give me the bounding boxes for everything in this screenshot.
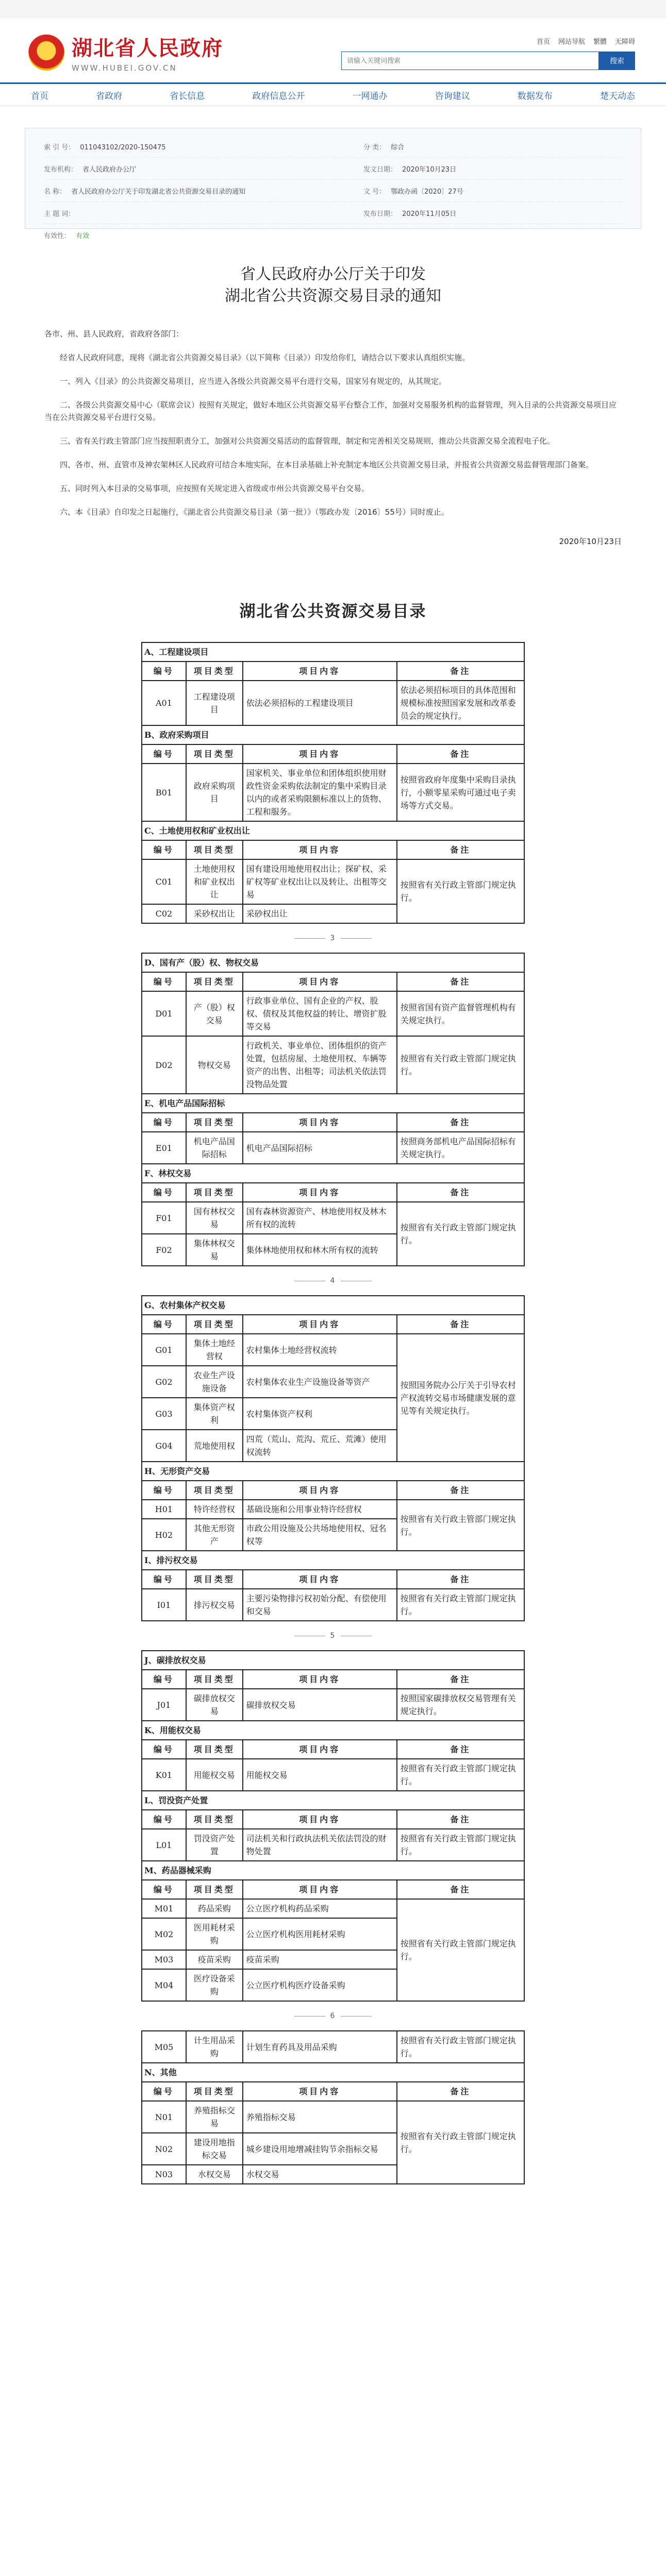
section-title: I、排污权交易 (142, 1551, 524, 1570)
item-type: 产（股）权交易 (186, 991, 243, 1036)
section-row (142, 2063, 524, 2082)
column-header: 项目内容 (243, 1481, 397, 1500)
page-rule (294, 938, 325, 939)
section-row (142, 1551, 524, 1570)
catalog-header-row (142, 1481, 524, 1500)
item-note: 按照省有关行政主管部门规定执行。 (397, 1202, 524, 1266)
item-content: 行政机关、事业单位、团体组织的资产处置，包括房屋、土地使用权、车辆等资产的出售、出租等；司法机关依法罚没物品处置 (243, 1036, 397, 1094)
paragraph: 六、本《目录》自印发之日起施行，《湖北省公共资源交易目录（第一批）》（鄂政办发〔2016〕55号）同时废止。 (60, 507, 449, 517)
column-header: 项目类型 (186, 1183, 243, 1202)
item-note: 按照省有关行政主管部门规定执行。 (397, 1899, 524, 2001)
catalog-row (142, 1334, 524, 1366)
paragraph: 五、同时列入本目录的交易事项，应按照有关规定进入省级或市州公共资源交易平台交易。 (60, 484, 370, 493)
item-content: 公立医疗机构医疗设备采购 (243, 1969, 397, 2001)
catalog-table (141, 2030, 525, 2184)
section-row (142, 1651, 524, 1670)
column-header: 编号 (142, 1670, 186, 1689)
info-value: 011043102/2020-150475 (80, 143, 166, 151)
item-type: 建设用地指标交易 (186, 2133, 243, 2165)
page-rule (341, 938, 372, 939)
item-note: 按照国家碳排放权交易管理有关规定执行。 (397, 1689, 524, 1721)
nav-item-government[interactable]: 省政府 (96, 91, 123, 101)
item-content: 水权交易 (243, 2165, 397, 2184)
item-type: 物权交易 (186, 1036, 243, 1094)
column-header: 备注 (397, 1315, 524, 1334)
page-number-text: 6 (330, 2012, 336, 2020)
item-code: G02 (142, 1366, 186, 1398)
item-note: 按照商务部机电产品国际招标有关规定执行。 (397, 1132, 524, 1164)
column-header: 编号 (142, 1481, 186, 1500)
item-content: 机电产品国际招标 (243, 1132, 397, 1164)
item-note: 按照省国有资产监督管理机构有关规定执行。 (397, 991, 524, 1036)
item-note: 按照省政府年度集中采购目录执行，小额零星采购可通过电子卖场等方式交易。 (397, 764, 524, 821)
info-value: 鄂政办函〔2020〕27号 (391, 188, 463, 196)
item-code: A01 (142, 681, 186, 725)
column-header: 项目类型 (186, 1740, 243, 1759)
catalog-row (142, 1829, 524, 1861)
item-content: 公立医疗机构药品采购 (243, 1899, 397, 1918)
item-code: C02 (142, 904, 186, 923)
page-number-text: 5 (330, 1632, 336, 1640)
item-type: 农业生产设施设备 (186, 1366, 243, 1398)
section-title: D、国有产（股）权、物权交易 (142, 953, 524, 972)
section-title: E、机电产品国际招标 (142, 1094, 524, 1113)
info-key: 发布日期： (363, 210, 397, 218)
column-header: 项目类型 (186, 2082, 243, 2101)
column-header: 备注 (397, 1113, 524, 1132)
item-code: N01 (142, 2101, 186, 2133)
catalog-header-row (142, 1570, 524, 1589)
item-content: 公立医疗机构医用耗材采购 (243, 1918, 397, 1950)
item-type: 政府采购项目 (186, 764, 243, 821)
section-row (142, 725, 524, 744)
item-code: N02 (142, 2133, 186, 2165)
item-note: 按照省有关行政主管部门规定执行。 (397, 859, 524, 923)
column-header: 编号 (142, 1880, 186, 1899)
catalog-title: 湖北省公共资源交易目录 (239, 602, 427, 621)
item-note: 依法必须招标项目的具体范围和规模标准按照国家发展和改革委员会的规定执行。 (397, 681, 524, 725)
info-row (44, 158, 622, 180)
catalog-table (141, 642, 525, 924)
column-header: 项目内容 (243, 662, 397, 681)
catalog-table (141, 1295, 525, 1621)
catalog-header-row (142, 1880, 524, 1899)
item-note: 按照省有关行政主管部门规定执行。 (397, 1036, 524, 1094)
item-note: 按照省有关行政主管部门规定执行。 (397, 1829, 524, 1861)
column-header: 编号 (142, 662, 186, 681)
section-title: C、土地使用权和矿业权出让 (142, 821, 524, 840)
title-line-1: 省人民政府办公厅关于印发 (240, 265, 426, 283)
column-header: 项目类型 (186, 1810, 243, 1829)
column-header: 项目类型 (186, 1880, 243, 1899)
column-header: 备注 (397, 662, 524, 681)
item-content: 国家机关、事业单位和团体组织使用财政性资金采购依法制定的集中采购目录以内的或者采购限额标准以上的货物、工程和服务。 (243, 764, 397, 821)
info-key: 分 类： (363, 143, 386, 151)
item-content: 农村集体农业生产设施设备等资产 (243, 1366, 397, 1398)
info-value: 省人民政府办公厅关于印发湖北省公共资源交易目录的通知 (71, 188, 246, 196)
item-code: G03 (142, 1398, 186, 1430)
item-content: 集体林地使用权和林木所有权的流转 (243, 1234, 397, 1266)
column-header: 备注 (397, 1183, 524, 1202)
document-body (25, 229, 641, 2184)
column-header: 项目内容 (243, 1183, 397, 1202)
paragraph: 经省人民政府同意，现将《湖北省公共资源交易目录》（以下简称《目录》）印发给你们，请结合以下要求认真组织实施。 (60, 353, 470, 362)
item-code: E01 (142, 1132, 186, 1164)
column-header: 备注 (397, 1880, 524, 1899)
item-type: 荒地使用权 (186, 1430, 243, 1462)
info-key: 名 称： (44, 188, 66, 196)
info-value: 省人民政府办公厅 (82, 165, 137, 174)
info-key: 有效性： (44, 232, 71, 240)
section-row (142, 1296, 524, 1315)
column-header: 编号 (142, 1113, 186, 1132)
item-note: 按照省有关行政主管部门规定执行。 (397, 1500, 524, 1551)
paragraph: 四、各市、州、直管市及神农架林区人民政府可结合本地实际，在本目录基础上补充制定本地区公共资源交易目录，并报省公共资源交易监督管理部门备案。 (60, 460, 594, 469)
column-header: 项目类型 (186, 1315, 243, 1334)
column-header: 项目类型 (186, 1481, 243, 1500)
section-row (142, 1094, 524, 1113)
item-content: 计划生育药具及用品采购 (243, 2031, 397, 2063)
page-number (141, 1266, 525, 1295)
catalog-row (142, 764, 524, 821)
document-info-box (25, 128, 641, 240)
column-header: 项目内容 (243, 1113, 397, 1132)
info-key: 文 号： (363, 188, 386, 196)
column-header: 项目内容 (243, 1880, 397, 1899)
item-code: M04 (142, 1969, 186, 2001)
item-note: 按照省有关行政主管部门规定执行。 (397, 2031, 524, 2063)
item-type: 水权交易 (186, 2165, 243, 2184)
item-code: H01 (142, 1500, 186, 1519)
nav-item-news[interactable]: 楚天动态 (600, 91, 635, 101)
column-header: 备注 (397, 1481, 524, 1500)
item-content: 城乡建设用地增减挂钩节余指标交易 (243, 2133, 397, 2165)
item-code: M03 (142, 1950, 186, 1969)
item-code: J01 (142, 1689, 186, 1721)
catalog-row (142, 1589, 524, 1621)
item-note: 按照省有关行政主管部门规定执行。 (397, 1759, 524, 1791)
item-code: D02 (142, 1036, 186, 1094)
item-content: 用能权交易 (243, 1759, 397, 1791)
item-type: 土地使用权和矿业权出让 (186, 859, 243, 904)
section-row (142, 821, 524, 840)
toplink-accessibility[interactable]: 无障碍 (614, 38, 635, 46)
column-header: 项目内容 (243, 1740, 397, 1759)
item-content: 农村集体资产权利 (243, 1398, 397, 1430)
column-header: 备注 (397, 1670, 524, 1689)
section-title: F、林权交易 (142, 1164, 524, 1183)
catalog-header-row (142, 840, 524, 859)
section-title: J、碳排放权交易 (142, 1651, 524, 1670)
info-row (44, 135, 622, 158)
info-value: 2020年10月23日 (402, 165, 457, 174)
national-emblem-icon: ★ (28, 35, 64, 71)
item-note: 按照省有关行政主管部门规定执行。 (397, 1589, 524, 1621)
main-nav (0, 82, 666, 106)
section-row (142, 642, 524, 662)
item-note: 按照省有关行政主管部门规定执行。 (397, 2101, 524, 2184)
info-value: 2020年11月05日 (402, 210, 457, 218)
item-content: 基础设施和公用事业特许经营权 (243, 1500, 397, 1519)
column-header: 项目内容 (243, 1670, 397, 1689)
column-header: 项目类型 (186, 972, 243, 991)
section-title: B、政府采购项目 (142, 725, 524, 744)
item-type: 用能权交易 (186, 1759, 243, 1791)
item-type: 疫苗采购 (186, 1950, 243, 1969)
item-content: 疫苗采购 (243, 1950, 397, 1969)
column-header: 编号 (142, 840, 186, 859)
column-header: 项目类型 (186, 1113, 243, 1132)
item-note: 按照国务院办公厅关于引导农村产权流转交易市场健康发展的意见等有关规定执行。 (397, 1334, 524, 1462)
catalog-row (142, 1689, 524, 1721)
column-header: 项目内容 (243, 1570, 397, 1589)
section-row (142, 1164, 524, 1183)
item-type: 集体林权交易 (186, 1234, 243, 1266)
catalog-row (142, 859, 524, 904)
item-content: 行政事业单位、国有企业的产权、股权、债权及其他权益的转让、增资扩股等交易 (243, 991, 397, 1036)
item-type: 其他无形资产 (186, 1519, 243, 1551)
item-type: 养殖指标交易 (186, 2101, 243, 2133)
info-key: 主 题 词： (44, 210, 75, 218)
item-code: N03 (142, 2165, 186, 2184)
item-content: 碳排放权交易 (243, 1689, 397, 1721)
column-header: 编号 (142, 744, 186, 764)
search-button[interactable]: 搜索 (599, 52, 635, 70)
catalog-row (142, 1500, 524, 1519)
column-header: 编号 (142, 1315, 186, 1334)
column-header: 项目类型 (186, 1670, 243, 1689)
section-title: N、其他 (142, 2063, 524, 2082)
item-code: M02 (142, 1918, 186, 1950)
section-row (142, 1721, 524, 1740)
item-code: G01 (142, 1334, 186, 1366)
column-header: 编号 (142, 972, 186, 991)
paragraph: 二、各级公共资源交易中心（联席会议）按照有关规定，做好本地区公共资源交易平台整合工作，加强对交易服务机构的监督管理，列入目录的公共资源交易项目应当在公共资源交易平台进行交易。 (44, 400, 617, 422)
item-type: 医用耗材采购 (186, 1918, 243, 1950)
item-type: 集体资产权利 (186, 1398, 243, 1430)
toplink-home[interactable]: 首页 (536, 38, 550, 46)
column-header: 项目内容 (243, 744, 397, 764)
info-key: 索 引 号： (44, 143, 75, 151)
item-type: 罚没资产处置 (186, 1829, 243, 1861)
title-line-2: 湖北省公共资源交易目录的通知 (225, 287, 441, 305)
paragraph: 一、列入《目录》的公共资源交易项目，应当进入各级公共资源交易平台进行交易，国家另有规定的，从其规定。 (60, 377, 447, 386)
item-content: 市政公用设施及公共场地使用权、冠名权等 (243, 1519, 397, 1551)
column-header: 项目类型 (186, 662, 243, 681)
section-title: K、用能权交易 (142, 1721, 524, 1740)
catalog-row (142, 2031, 524, 2063)
column-header: 项目类型 (186, 744, 243, 764)
nav-item-governor[interactable]: 省长信息 (170, 91, 205, 101)
column-header: 项目内容 (243, 840, 397, 859)
page-number (141, 1621, 525, 1650)
item-content: 依法必须招标的工程建设项目 (243, 681, 397, 725)
item-type: 医疗设备采购 (186, 1969, 243, 2001)
catalog-header-row (142, 1810, 524, 1829)
item-type: 机电产品国际招标 (186, 1132, 243, 1164)
item-code: F02 (142, 1234, 186, 1266)
item-type: 特许经营权 (186, 1500, 243, 1519)
item-code: B01 (142, 764, 186, 821)
column-header: 备注 (397, 1740, 524, 1759)
page-number (141, 924, 525, 953)
catalog-header-row (142, 662, 524, 681)
item-content: 农村集体土地经营权流转 (243, 1334, 397, 1366)
catalog-header-row (142, 1183, 524, 1202)
catalog-row (142, 1036, 524, 1094)
item-content: 国有森林资源资产、林地使用权及林木所有权的流转 (243, 1202, 397, 1234)
section-title: L、罚没资产处置 (142, 1791, 524, 1810)
toplink-traditional[interactable]: 繁體 (593, 38, 607, 46)
catalog-row (142, 681, 524, 725)
item-content: 主要污染物排污权初始分配、有偿使用和交易 (243, 1589, 397, 1621)
catalog-row (142, 991, 524, 1036)
nav-item-home[interactable]: 首页 (31, 91, 48, 101)
column-header: 备注 (397, 2082, 524, 2101)
section-title: G、农村集体产权交易 (142, 1296, 524, 1315)
search-input[interactable] (341, 52, 599, 70)
catalog-header-row (142, 2082, 524, 2101)
top-links (537, 36, 635, 46)
section-title: M、药品器械采购 (142, 1861, 524, 1880)
item-code: K01 (142, 1759, 186, 1791)
section-title: A、工程建设项目 (142, 642, 524, 662)
item-code: F01 (142, 1202, 186, 1234)
nav-item-consult[interactable]: 咨询建议 (435, 91, 470, 101)
column-header: 项目内容 (243, 2082, 397, 2101)
paragraph: 三、省有关行政主管部门应当按照职责分工，加强对公共资源交易活动的监督管理，制定和完善相关交易规则，推动公共资源交易全流程电子化。 (60, 436, 555, 446)
item-content: 养殖指标交易 (243, 2101, 397, 2133)
column-header: 备注 (397, 1570, 524, 1589)
site-domain: WWW.HUBEI.GOV.CN (72, 63, 177, 73)
item-code: G04 (142, 1430, 186, 1462)
catalog-header-row (142, 1740, 524, 1759)
section-row (142, 1861, 524, 1880)
document-title (44, 264, 622, 307)
section-row (142, 953, 524, 972)
item-type: 药品采购 (186, 1899, 243, 1918)
info-value: 综合 (391, 143, 405, 151)
item-type: 计生用品采购 (186, 2031, 243, 2063)
catalog-tables (141, 642, 525, 2184)
catalog-row (142, 1759, 524, 1791)
site-header (0, 18, 666, 82)
catalog-header-row (142, 744, 524, 764)
column-header: 备注 (397, 744, 524, 764)
catalog-row (142, 1899, 524, 1918)
column-header: 项目内容 (243, 1315, 397, 1334)
item-code: M05 (142, 2031, 186, 2063)
column-header: 项目类型 (186, 840, 243, 859)
info-row (44, 180, 622, 202)
column-header: 编号 (142, 1810, 186, 1829)
item-type: 碳排放权交易 (186, 1689, 243, 1721)
page-number-text: 4 (330, 1277, 336, 1285)
catalog-header-row (142, 972, 524, 991)
item-content: 司法机关和行政执法机关依法罚没的财物处置 (243, 1829, 397, 1861)
catalog-row (142, 1132, 524, 1164)
section-title: H、无形资产交易 (142, 1462, 524, 1481)
item-content: 采砂权出让 (243, 904, 397, 923)
catalog-table (141, 953, 525, 1266)
item-code: H02 (142, 1519, 186, 1551)
column-header: 编号 (142, 1183, 186, 1202)
page-number-text: 3 (330, 934, 336, 942)
item-code: C01 (142, 859, 186, 904)
document-date: 2020年10月23日 (559, 537, 622, 546)
site-logo[interactable] (28, 32, 223, 73)
info-key: 发布机构： (44, 165, 78, 174)
info-row (44, 202, 622, 224)
column-header: 编号 (142, 1740, 186, 1759)
catalog-row (142, 2101, 524, 2133)
column-header: 编号 (142, 2082, 186, 2101)
item-code: L01 (142, 1829, 186, 1861)
search-bar (341, 52, 635, 70)
item-code: D01 (142, 991, 186, 1036)
item-code: I01 (142, 1589, 186, 1621)
item-content: 四荒（荒山、荒沟、荒丘、荒滩）使用权流转 (243, 1430, 397, 1462)
nav-item-disclosure[interactable]: 政府信息公开 (252, 91, 305, 101)
column-header: 项目内容 (243, 1810, 397, 1829)
top-strip (0, 0, 666, 18)
validity-status: 有效 (76, 232, 90, 240)
toplink-sitemap[interactable]: 网站导航 (558, 38, 585, 46)
item-type: 国有林权交易 (186, 1202, 243, 1234)
item-content: 国有建设用地使用权出让；探矿权、采矿权等矿业权出让以及转让、出租等交易 (243, 859, 397, 904)
item-type: 集体土地经营权 (186, 1334, 243, 1366)
info-key: 发文日期： (363, 165, 397, 174)
page-number (141, 2002, 525, 2030)
column-header: 备注 (397, 972, 524, 991)
catalog-header-row (142, 1670, 524, 1689)
item-code: M01 (142, 1899, 186, 1918)
site-name: 湖北省人民政府 (72, 37, 223, 60)
item-type: 采砂权出让 (186, 904, 243, 923)
item-type: 排污权交易 (186, 1589, 243, 1621)
salutation: 各市、州、县人民政府，省政府各部门： (44, 329, 184, 338)
column-header: 备注 (397, 1810, 524, 1829)
item-type: 工程建设项目 (186, 681, 243, 725)
catalog-table (141, 1650, 525, 2002)
column-header: 项目内容 (243, 972, 397, 991)
column-header: 项目类型 (186, 1570, 243, 1589)
column-header: 备注 (397, 840, 524, 859)
column-header: 编号 (142, 1570, 186, 1589)
catalog-header-row (142, 1315, 524, 1334)
nav-item-data[interactable]: 数据发布 (517, 91, 553, 101)
info-row (44, 224, 622, 246)
nav-item-services[interactable]: 一网通办 (352, 91, 388, 101)
catalog-row (142, 1202, 524, 1234)
catalog-header-row (142, 1113, 524, 1132)
section-row (142, 1791, 524, 1810)
section-row (142, 1462, 524, 1481)
